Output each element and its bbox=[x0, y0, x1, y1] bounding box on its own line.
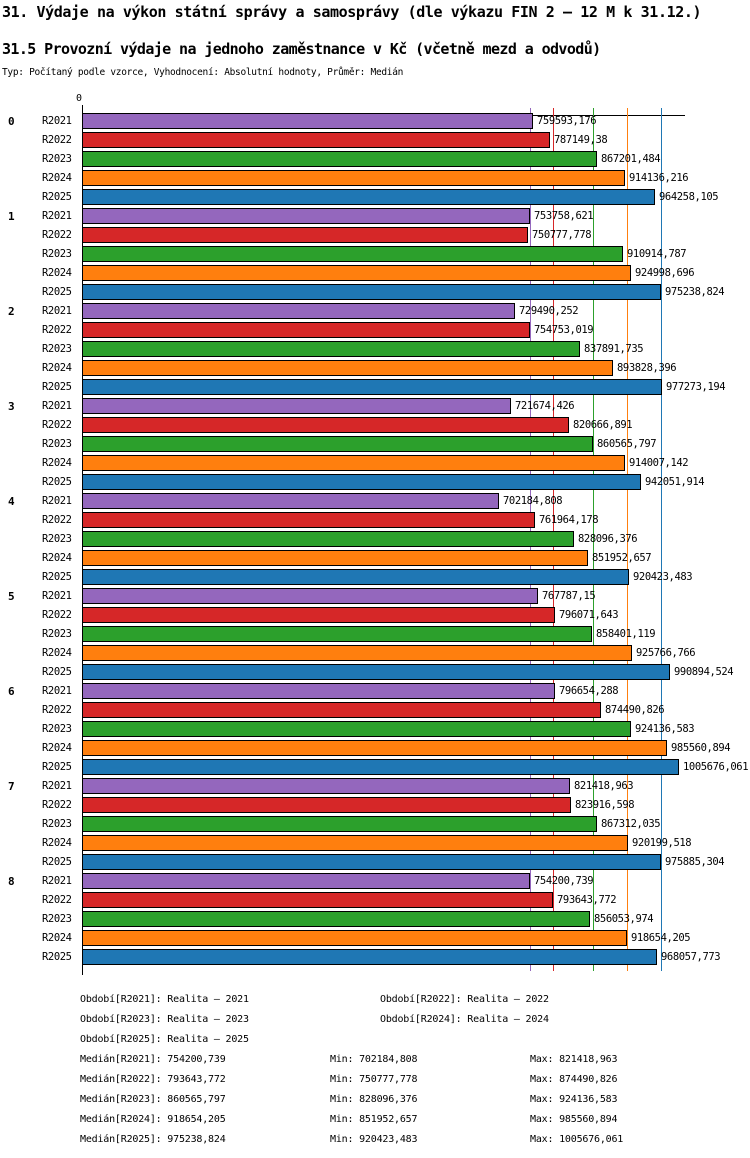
bar-row bbox=[0, 322, 750, 341]
bar-row bbox=[0, 664, 750, 683]
category-label: 2 bbox=[8, 305, 15, 318]
bar-row bbox=[0, 569, 750, 588]
value-label: 767787,15 bbox=[542, 590, 596, 602]
value-label: 920199,518 bbox=[632, 837, 692, 849]
bar-row bbox=[0, 740, 750, 759]
bar-row bbox=[0, 588, 750, 607]
value-label: 750777,778 bbox=[532, 229, 592, 241]
min-value: Min: 750777,778 bbox=[330, 1074, 418, 1085]
bar-r2022 bbox=[82, 322, 530, 338]
bar-row bbox=[0, 170, 750, 189]
bar-row bbox=[0, 702, 750, 721]
bar-r2023 bbox=[82, 816, 597, 832]
bar-row bbox=[0, 113, 750, 132]
value-label: 893828,396 bbox=[617, 362, 677, 374]
value-label: 867201,484 bbox=[601, 153, 661, 165]
series-label: R2021 bbox=[42, 875, 72, 887]
median-value: Medián[R2025]: 975238,824 bbox=[80, 1134, 226, 1145]
value-label: 925766,766 bbox=[636, 647, 696, 659]
legend bbox=[80, 990, 680, 1050]
stats-block bbox=[80, 1050, 720, 1150]
value-label: 754753,019 bbox=[534, 324, 594, 336]
series-label: R2024 bbox=[42, 742, 72, 754]
series-label: R2024 bbox=[42, 172, 72, 184]
series-label: R2021 bbox=[42, 590, 72, 602]
value-label: 821418,963 bbox=[574, 780, 634, 792]
value-label: 920423,483 bbox=[633, 571, 693, 583]
series-label: R2025 bbox=[42, 191, 72, 203]
value-label: 914136,216 bbox=[629, 172, 689, 184]
bar-r2022 bbox=[82, 702, 601, 718]
series-label: R2024 bbox=[42, 932, 72, 944]
stats-row bbox=[80, 1050, 720, 1070]
bar-r2024 bbox=[82, 930, 627, 946]
bar-row bbox=[0, 493, 750, 512]
value-label: 985560,894 bbox=[671, 742, 731, 754]
bar-row bbox=[0, 607, 750, 626]
series-label: R2022 bbox=[42, 514, 72, 526]
series-label: R2023 bbox=[42, 438, 72, 450]
series-label: R2022 bbox=[42, 134, 72, 146]
median-value: Medián[R2022]: 793643,772 bbox=[80, 1074, 226, 1085]
stats-row bbox=[80, 1110, 720, 1130]
bar-r2025 bbox=[82, 284, 661, 300]
bar-row bbox=[0, 930, 750, 949]
min-value: Min: 851952,657 bbox=[330, 1114, 418, 1125]
page-title: 31. Výdaje na výkon státní správy a samosprávy (dle výkazu FIN 2 – 12 M k 31.12.) bbox=[2, 3, 702, 21]
bar-r2023 bbox=[82, 626, 592, 642]
series-label: R2021 bbox=[42, 495, 72, 507]
category-label: 6 bbox=[8, 685, 15, 698]
value-label: 753758,621 bbox=[534, 210, 594, 222]
bar-r2023 bbox=[82, 151, 597, 167]
bar-row bbox=[0, 892, 750, 911]
value-label: 924998,696 bbox=[635, 267, 695, 279]
bar-row bbox=[0, 341, 750, 360]
bar-r2021 bbox=[82, 778, 570, 794]
value-label: 851952,657 bbox=[592, 552, 652, 564]
series-label: R2024 bbox=[42, 362, 72, 374]
stats-row bbox=[80, 1090, 720, 1110]
bar-row bbox=[0, 873, 750, 892]
median-value: Medián[R2021]: 754200,739 bbox=[80, 1054, 226, 1065]
bar-row bbox=[0, 208, 750, 227]
bar-r2021 bbox=[82, 873, 530, 889]
series-label: R2021 bbox=[42, 780, 72, 792]
page-subtitle: 31.5 Provozní výdaje na jednoho zaměstnance v Kč (včetně mezd a odvodů) bbox=[2, 40, 601, 58]
stats-row bbox=[80, 1130, 720, 1150]
value-label: 759593,176 bbox=[537, 115, 597, 127]
bar-row bbox=[0, 360, 750, 379]
series-label: R2023 bbox=[42, 343, 72, 355]
value-label: 761964,178 bbox=[539, 514, 599, 526]
value-label: 856053,974 bbox=[594, 913, 654, 925]
series-label: R2025 bbox=[42, 571, 72, 583]
series-label: R2025 bbox=[42, 381, 72, 393]
value-label: 754200,739 bbox=[534, 875, 594, 887]
series-label: R2023 bbox=[42, 628, 72, 640]
bar-r2024 bbox=[82, 645, 632, 661]
min-value: Min: 920423,483 bbox=[330, 1134, 418, 1145]
bar-row bbox=[0, 398, 750, 417]
series-label: R2024 bbox=[42, 457, 72, 469]
value-label: 828096,376 bbox=[578, 533, 638, 545]
bar-r2024 bbox=[82, 740, 667, 756]
max-value: Max: 821418,963 bbox=[530, 1054, 618, 1065]
bar-r2022 bbox=[82, 512, 535, 528]
bar-row bbox=[0, 189, 750, 208]
median-value: Medián[R2024]: 918654,205 bbox=[80, 1114, 226, 1125]
series-label: R2022 bbox=[42, 894, 72, 906]
bar-row bbox=[0, 626, 750, 645]
value-label: 721674,426 bbox=[515, 400, 575, 412]
bar-row bbox=[0, 854, 750, 873]
value-label: 860565,797 bbox=[597, 438, 657, 450]
bar-r2023 bbox=[82, 341, 580, 357]
bar-r2024 bbox=[82, 360, 613, 376]
category-label: 4 bbox=[8, 495, 15, 508]
value-label: 823916,598 bbox=[575, 799, 635, 811]
series-label: R2024 bbox=[42, 837, 72, 849]
value-label: 867312,035 bbox=[601, 818, 661, 830]
bar-row bbox=[0, 531, 750, 550]
series-label: R2023 bbox=[42, 723, 72, 735]
stats-row bbox=[80, 1070, 720, 1090]
bar-r2025 bbox=[82, 664, 670, 680]
value-label: 942051,914 bbox=[645, 476, 705, 488]
value-label: 914007,142 bbox=[629, 457, 689, 469]
bar-row bbox=[0, 645, 750, 664]
bar-r2025 bbox=[82, 759, 679, 775]
bar-row bbox=[0, 284, 750, 303]
legend-item: Období[R2021]: Realita – 2021 bbox=[80, 994, 249, 1005]
series-label: R2025 bbox=[42, 666, 72, 678]
bar-r2021 bbox=[82, 493, 499, 509]
value-label: 924136,583 bbox=[635, 723, 695, 735]
value-label: 820666,891 bbox=[573, 419, 633, 431]
series-label: R2024 bbox=[42, 647, 72, 659]
series-label: R2025 bbox=[42, 286, 72, 298]
bar-row bbox=[0, 778, 750, 797]
value-label: 918654,205 bbox=[631, 932, 691, 944]
bar-row bbox=[0, 227, 750, 246]
bar-r2025 bbox=[82, 854, 661, 870]
series-label: R2021 bbox=[42, 115, 72, 127]
bar-r2023 bbox=[82, 721, 631, 737]
bar-r2024 bbox=[82, 550, 588, 566]
bar-row bbox=[0, 436, 750, 455]
series-label: R2021 bbox=[42, 685, 72, 697]
legend-item: Období[R2023]: Realita – 2023 bbox=[80, 1014, 249, 1025]
bar-row bbox=[0, 797, 750, 816]
value-label: 910914,787 bbox=[627, 248, 687, 260]
value-label: 702184,808 bbox=[503, 495, 563, 507]
value-label: 990894,524 bbox=[674, 666, 734, 678]
bar-r2024 bbox=[82, 835, 628, 851]
series-label: R2022 bbox=[42, 704, 72, 716]
bar-r2025 bbox=[82, 379, 662, 395]
value-label: 793643,772 bbox=[557, 894, 617, 906]
bar-row bbox=[0, 303, 750, 322]
category-label: 7 bbox=[8, 780, 15, 793]
category-label: 0 bbox=[8, 115, 15, 128]
max-value: Max: 874490,826 bbox=[530, 1074, 618, 1085]
value-label: 874490,826 bbox=[605, 704, 665, 716]
bar-row bbox=[0, 683, 750, 702]
category-label: 5 bbox=[8, 590, 15, 603]
axis-zero-label: 0 bbox=[76, 93, 83, 104]
value-label: 729490,252 bbox=[519, 305, 579, 317]
series-label: R2022 bbox=[42, 419, 72, 431]
bar-row bbox=[0, 151, 750, 170]
bar-r2022 bbox=[82, 607, 555, 623]
value-label: 968057,773 bbox=[661, 951, 721, 963]
bar-row bbox=[0, 949, 750, 968]
category-label: 8 bbox=[8, 875, 15, 888]
bar-row bbox=[0, 417, 750, 436]
category-label: 1 bbox=[8, 210, 15, 223]
bar-row bbox=[0, 246, 750, 265]
meta-line: Typ: Počítaný podle vzorce, Vyhodnocení: Absolutní hodnoty, Průměr: Medián bbox=[2, 67, 404, 78]
bar-r2025 bbox=[82, 474, 641, 490]
series-label: R2022 bbox=[42, 324, 72, 336]
series-label: R2023 bbox=[42, 153, 72, 165]
category-label: 3 bbox=[8, 400, 15, 413]
min-value: Min: 702184,808 bbox=[330, 1054, 418, 1065]
legend-item: Období[R2025]: Realita – 2025 bbox=[80, 1034, 249, 1045]
bar-row bbox=[0, 455, 750, 474]
legend-item: Období[R2024]: Realita – 2024 bbox=[380, 1014, 549, 1025]
bar-r2021 bbox=[82, 398, 511, 414]
value-label: 975885,304 bbox=[665, 856, 725, 868]
series-label: R2024 bbox=[42, 552, 72, 564]
bar-r2024 bbox=[82, 455, 625, 471]
value-label: 858401,119 bbox=[596, 628, 656, 640]
bar-r2021 bbox=[82, 588, 538, 604]
bar-r2023 bbox=[82, 911, 590, 927]
series-label: R2021 bbox=[42, 210, 72, 222]
value-label: 796071,643 bbox=[559, 609, 619, 621]
bar-row bbox=[0, 721, 750, 740]
value-label: 975238,824 bbox=[665, 286, 725, 298]
series-label: R2021 bbox=[42, 400, 72, 412]
series-label: R2022 bbox=[42, 609, 72, 621]
value-label: 837891,735 bbox=[584, 343, 644, 355]
series-label: R2023 bbox=[42, 533, 72, 545]
bar-r2023 bbox=[82, 436, 593, 452]
bar-r2021 bbox=[82, 113, 533, 129]
bar-r2024 bbox=[82, 265, 631, 281]
value-label: 977273,194 bbox=[666, 381, 726, 393]
bar-r2023 bbox=[82, 531, 574, 547]
bar-r2022 bbox=[82, 227, 528, 243]
bar-row bbox=[0, 759, 750, 778]
value-label: 1005676,061 bbox=[683, 761, 749, 773]
series-label: R2025 bbox=[42, 761, 72, 773]
bar-r2021 bbox=[82, 683, 555, 699]
bar-r2025 bbox=[82, 189, 655, 205]
value-label: 964258,105 bbox=[659, 191, 719, 203]
bar-row bbox=[0, 911, 750, 930]
series-label: R2022 bbox=[42, 799, 72, 811]
series-label: R2023 bbox=[42, 818, 72, 830]
bar-row bbox=[0, 474, 750, 493]
bar-r2025 bbox=[82, 569, 629, 585]
series-label: R2025 bbox=[42, 476, 72, 488]
value-label: 787149,38 bbox=[554, 134, 608, 146]
value-label: 796654,288 bbox=[559, 685, 619, 697]
bar-row bbox=[0, 816, 750, 835]
bar-row bbox=[0, 265, 750, 284]
bar-row bbox=[0, 132, 750, 151]
bar-row bbox=[0, 512, 750, 531]
series-label: R2025 bbox=[42, 951, 72, 963]
min-value: Min: 828096,376 bbox=[330, 1094, 418, 1105]
series-label: R2022 bbox=[42, 229, 72, 241]
bar-row bbox=[0, 379, 750, 398]
bar-r2022 bbox=[82, 797, 571, 813]
bar-row bbox=[0, 835, 750, 854]
bar-r2022 bbox=[82, 417, 569, 433]
bar-r2022 bbox=[82, 892, 553, 908]
series-label: R2023 bbox=[42, 248, 72, 260]
median-value: Medián[R2023]: 860565,797 bbox=[80, 1094, 226, 1105]
max-value: Max: 1005676,061 bbox=[530, 1134, 624, 1145]
max-value: Max: 924136,583 bbox=[530, 1094, 618, 1105]
bar-r2021 bbox=[82, 208, 530, 224]
series-label: R2021 bbox=[42, 305, 72, 317]
series-label: R2023 bbox=[42, 913, 72, 925]
series-label: R2025 bbox=[42, 856, 72, 868]
bar-r2023 bbox=[82, 246, 623, 262]
bar-r2022 bbox=[82, 132, 550, 148]
bar-row bbox=[0, 550, 750, 569]
bar-r2025 bbox=[82, 949, 657, 965]
legend-item: Období[R2022]: Realita – 2022 bbox=[380, 994, 549, 1005]
bar-r2021 bbox=[82, 303, 515, 319]
max-value: Max: 985560,894 bbox=[530, 1114, 618, 1125]
bar-r2024 bbox=[82, 170, 625, 186]
series-label: R2024 bbox=[42, 267, 72, 279]
